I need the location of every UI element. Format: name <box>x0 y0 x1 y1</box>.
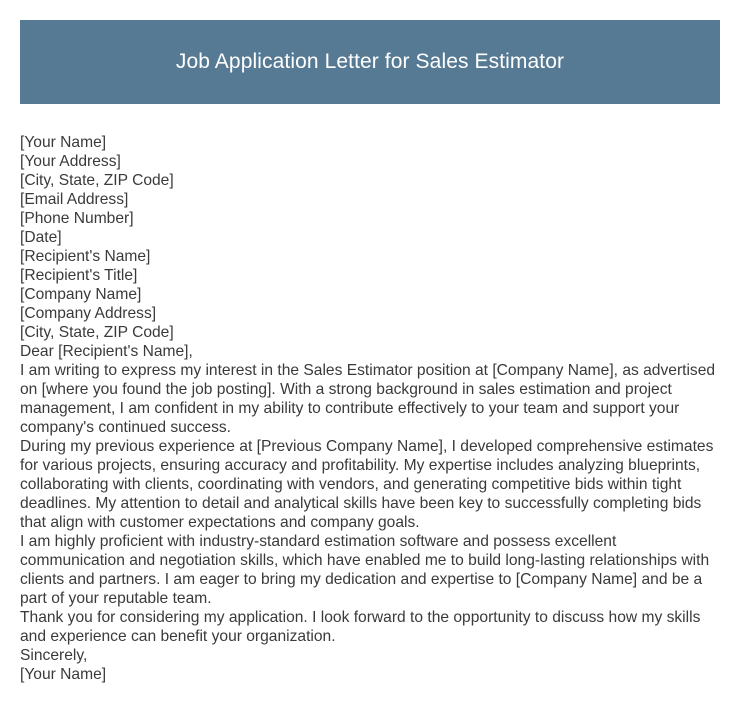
paragraph-experience: During my previous experience at [Previous Company Name], I developed comprehensive estimates for various projects, ensuring accuracy and profitability. My expertise includes analyzing blueprints, collaborating with clients, coordinating with vendors, and generating competitive bids within tight deadlines. My attention to detail and analytical skills have been key to successfully completing bids that align with customer expectations and company goals. <box>20 438 714 531</box>
recipient-name: [Recipient's Name] <box>20 248 151 265</box>
signature: [Your Name] <box>20 666 107 683</box>
sender-email: [Email Address] <box>20 191 129 208</box>
closing: Sincerely, <box>20 647 88 664</box>
paragraph-thanks: Thank you for considering my application. I look forward to the opportunity to discuss how my skills and experience can benefit your organization. <box>20 609 701 645</box>
sender-city-state-zip: [City, State, ZIP Code] <box>20 172 174 189</box>
recipient-company: [Company Name] <box>20 286 142 303</box>
letter-date: [Date] <box>20 229 62 246</box>
recipient-address: [Company Address] <box>20 305 157 322</box>
page-title: Job Application Letter for Sales Estimator <box>175 50 565 73</box>
recipient-title: [Recipient's Title] <box>20 267 138 284</box>
letter-body <box>20 133 725 684</box>
paragraph-skills: I am highly proficient with industry-standard estimation software and possess excellent communication and negotiation skills, which have enabled me to build long-lasting relationships with clients and partners. I am eager to bring my dedication and expertise to [Company Name] and be a part of your reputable team. <box>20 533 710 607</box>
sender-address: [Your Address] <box>20 153 121 170</box>
recipient-city-state-zip: [City, State, ZIP Code] <box>20 324 174 341</box>
salutation: Dear [Recipient's Name], <box>20 343 193 360</box>
sender-name: [Your Name] <box>20 134 107 151</box>
title-banner <box>20 20 720 104</box>
sender-phone: [Phone Number] <box>20 210 134 227</box>
paragraph-intro: I am writing to express my interest in the Sales Estimator position at [Company Name], as advertised on [where you found the job posting]. With a strong background in sales estimation and project management, I am confident in my ability to contribute effectively to your team and support your company's continued success. <box>20 362 716 436</box>
